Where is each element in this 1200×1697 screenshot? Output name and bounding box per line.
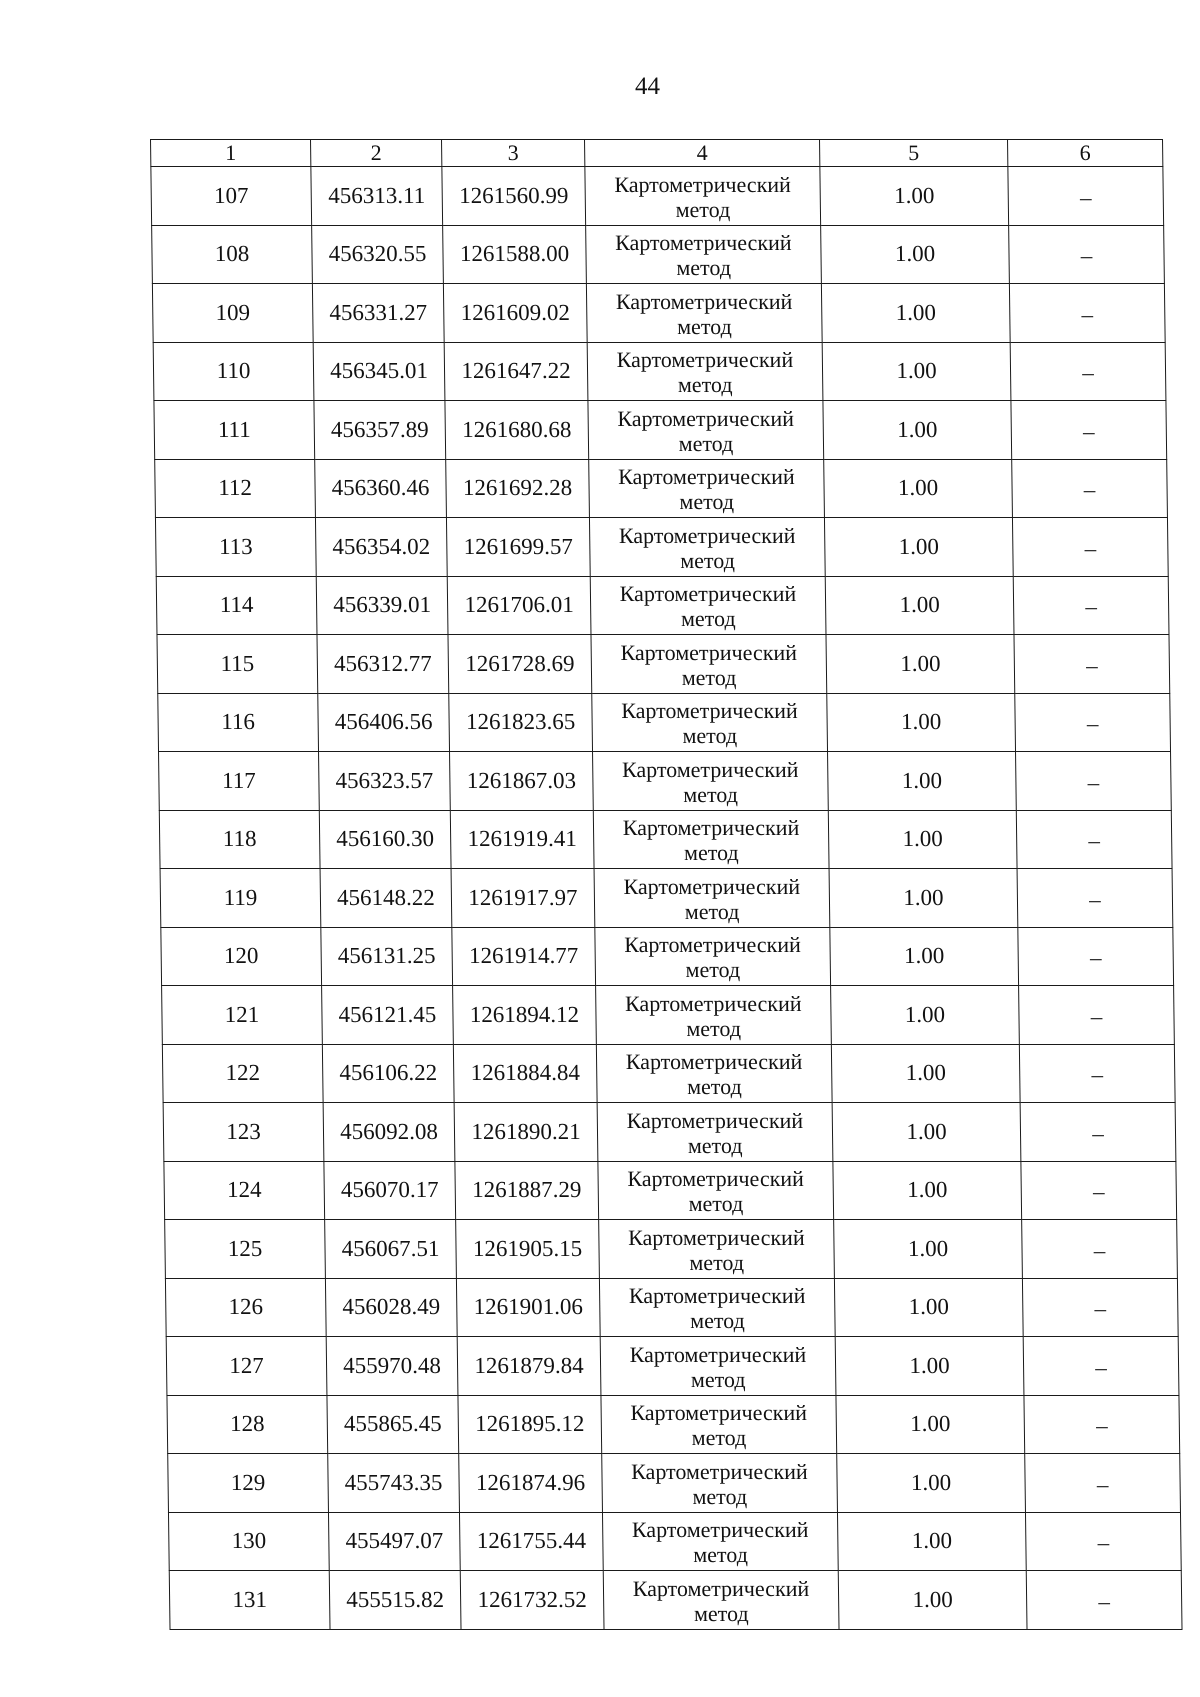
cell-y-coordinate: 1261901.06 [456,1278,600,1337]
method-line-1: Картометрический [617,405,795,431]
cell-point-number: 115 [157,635,318,694]
cell-accuracy: 1.00 [831,1044,1020,1103]
method-line-2: метод [686,1074,742,1100]
method-line-2: метод [687,1132,743,1158]
method-line-2: метод [675,196,731,222]
cell-x-coordinate: 455497.07 [328,1512,460,1571]
cell-point-number: 124 [164,1161,325,1220]
cell-point-number: 126 [165,1278,326,1337]
cell-note [1017,869,1173,928]
cell-y-coordinate: 1261728.69 [448,635,592,694]
cell-note [1019,986,1175,1045]
method-line-1: Картометрический [630,1400,808,1426]
cell-method [599,1220,835,1279]
cell-y-coordinate: 1261609.02 [443,284,587,343]
cell-y-coordinate: 1261647.22 [444,342,588,401]
cell-x-coordinate: 456331.27 [312,284,444,343]
cell-point-number: 119 [160,869,321,928]
note-dash: – [1086,711,1099,737]
method-line-1: Картометрический [616,347,794,373]
method-line-1: Картометрический [620,639,798,665]
method-line-1: Картометрический [618,522,796,548]
cell-method [589,459,825,518]
note-dash: – [1082,360,1094,386]
cell-y-coordinate: 1261894.12 [453,986,597,1045]
table-row [164,1161,1177,1220]
header-col-3: 3 [442,140,585,167]
table-body [151,167,1182,1630]
note-dash: – [1092,1120,1104,1146]
method-line-1: Картометрический [631,1517,809,1543]
cell-y-coordinate: 1261755.44 [459,1512,603,1571]
method-line-2: метод [688,1191,744,1217]
table-row [156,576,1169,635]
cell-accuracy: 1.00 [824,459,1013,518]
cell-accuracy: 1.00 [829,869,1018,928]
table-row [165,1220,1178,1279]
note-dash: – [1082,418,1095,444]
cell-y-coordinate: 1261905.15 [456,1220,600,1279]
table-row [155,518,1168,577]
cell-accuracy: 1.00 [838,1571,1027,1630]
method-line-2: метод [686,1015,742,1041]
cell-method [595,927,831,986]
cell-method [593,810,829,869]
header-col-5: 5 [820,140,1008,167]
table-row [163,1103,1176,1162]
cell-x-coordinate: 456312.77 [317,635,449,694]
cell-method [591,635,827,694]
cell-method [589,518,825,577]
cell-x-coordinate: 455515.82 [329,1571,461,1630]
table-row [160,869,1173,928]
note-dash: – [1095,1413,1108,1439]
cell-point-number: 114 [156,576,317,635]
cell-x-coordinate: 456360.46 [315,459,447,518]
cell-method [602,1512,838,1571]
cell-method [596,986,832,1045]
cell-point-number: 122 [162,1044,323,1103]
method-line-2: метод [691,1425,747,1451]
table-header [151,140,1163,167]
table-row [161,927,1174,986]
method-line-1: Картометрический [624,990,802,1016]
cell-note [1012,459,1168,518]
method-line-2: метод [679,489,735,515]
cell-y-coordinate: 1261895.12 [458,1395,602,1454]
method-line-1: Картометрический [618,464,795,490]
method-line-1: Картометрический [625,1049,803,1075]
table-row [152,225,1165,284]
cell-accuracy: 1.00 [834,1278,1023,1337]
cell-method [598,1161,834,1220]
method-line-1: Картометрический [631,1458,808,1484]
page-number: 44 [635,73,660,100]
note-dash: – [1083,477,1096,503]
cell-method [600,1337,836,1396]
note-dash: – [1087,769,1100,795]
cell-method [602,1454,838,1513]
note-dash: – [1088,828,1101,854]
cell-x-coordinate: 456323.57 [319,752,451,811]
cell-point-number: 111 [154,401,315,460]
cell-note [1026,1571,1182,1630]
table-row [169,1571,1182,1630]
method-line-2: метод [693,1542,748,1568]
table-row [166,1337,1179,1396]
cell-x-coordinate: 455743.35 [328,1454,460,1513]
note-dash: – [1093,1237,1106,1263]
method-line-2: метод [685,957,741,983]
method-line-2: метод [690,1308,745,1334]
method-line-1: Картометрический [615,288,793,314]
table-row [167,1395,1180,1454]
cell-note [1009,225,1165,284]
cell-note [1013,576,1169,635]
cell-note [1024,1395,1180,1454]
method-line-2: метод [678,430,734,456]
cell-point-number: 131 [169,1571,330,1630]
cell-x-coordinate: 456092.08 [323,1103,455,1162]
cell-method [592,693,828,752]
method-line-2: метод [684,898,740,924]
header-col-6: 6 [1008,140,1163,167]
cell-method [590,576,826,635]
cell-point-number: 109 [152,284,313,343]
cell-note [1025,1454,1181,1513]
cell-x-coordinate: 456313.11 [311,167,443,226]
cell-note [1019,1044,1175,1103]
cell-note [1012,518,1168,577]
cell-y-coordinate: 1261823.65 [449,693,593,752]
method-line-1: Картометрический [627,1224,805,1250]
cell-note [1022,1278,1178,1337]
table-row [153,342,1166,401]
coordinates-table [150,139,1183,1630]
cell-note [1023,1337,1179,1396]
cell-x-coordinate: 456028.49 [325,1278,457,1337]
note-dash: – [1090,1003,1103,1029]
cell-y-coordinate: 1261732.52 [460,1571,604,1630]
method-line-1: Картометрический [628,1283,806,1309]
header-col-1: 1 [151,140,311,167]
cell-y-coordinate: 1261919.41 [450,810,594,869]
cell-x-coordinate: 456357.89 [314,401,446,460]
cell-accuracy: 1.00 [824,518,1013,577]
cell-accuracy: 1.00 [835,1337,1024,1396]
cell-note [1015,693,1171,752]
cell-accuracy: 1.00 [826,635,1015,694]
cell-x-coordinate: 456160.30 [319,810,451,869]
cell-note [1011,401,1167,460]
table-row [162,1044,1175,1103]
cell-y-coordinate: 1261874.96 [459,1454,603,1513]
table-row [151,167,1164,226]
cell-y-coordinate: 1261887.29 [455,1161,599,1220]
cell-accuracy: 1.00 [837,1454,1026,1513]
note-dash: – [1095,1354,1107,1380]
cell-y-coordinate: 1261706.01 [447,576,591,635]
cell-note [1020,1103,1176,1162]
cell-method [596,1044,832,1103]
cell-accuracy: 1.00 [831,986,1020,1045]
cell-accuracy: 1.00 [820,167,1009,226]
cell-method [597,1103,833,1162]
note-dash: – [1098,1588,1111,1614]
table-row [165,1278,1178,1337]
cell-accuracy: 1.00 [828,752,1017,811]
method-line-1: Картометрический [614,230,792,256]
table-row [168,1454,1181,1513]
method-line-1: Картометрический [632,1575,810,1601]
cell-x-coordinate: 456320.55 [312,225,444,284]
cell-y-coordinate: 1261914.77 [452,927,596,986]
cell-point-number: 118 [159,810,320,869]
cell-x-coordinate: 456339.01 [316,576,448,635]
method-line-2: метод [680,606,736,632]
table-row [157,635,1170,694]
cell-note [1014,635,1170,694]
method-line-1: Картометрический [626,1107,804,1133]
cell-y-coordinate: 1261879.84 [457,1337,601,1396]
cell-y-coordinate: 1261699.57 [446,518,590,577]
cell-note [1022,1220,1178,1279]
cell-accuracy: 1.00 [827,693,1016,752]
cell-point-number: 108 [152,225,313,284]
method-line-1: Картометрический [614,171,791,197]
cell-accuracy: 1.00 [834,1220,1023,1279]
cell-accuracy: 1.00 [821,284,1010,343]
cell-method [593,752,829,811]
cell-accuracy: 1.00 [836,1395,1025,1454]
cell-point-number: 121 [162,986,323,1045]
cell-x-coordinate: 456121.45 [322,986,454,1045]
cell-x-coordinate: 455970.48 [326,1337,458,1396]
cell-method [603,1571,839,1630]
table-row [168,1512,1181,1571]
cell-method [594,869,830,928]
cell-x-coordinate: 455865.45 [327,1395,459,1454]
cell-accuracy: 1.00 [837,1512,1026,1571]
cell-method [586,284,822,343]
cell-point-number: 113 [155,518,316,577]
cell-point-number: 112 [155,459,316,518]
table-row [159,752,1172,811]
cell-point-number: 117 [159,752,320,811]
cell-x-coordinate: 456070.17 [324,1161,456,1220]
table-row [158,693,1171,752]
method-line-2: метод [690,1366,746,1392]
header-col-2: 2 [311,140,442,167]
cell-point-number: 125 [165,1220,326,1279]
note-dash: – [1089,945,1102,971]
cell-y-coordinate: 1261560.99 [442,167,586,226]
cell-note [1016,752,1172,811]
method-line-2: метод [683,781,739,807]
note-dash: – [1085,652,1098,678]
method-line-1: Картометрический [622,815,800,841]
note-dash: – [1096,1471,1109,1497]
note-dash: – [1085,594,1098,620]
method-line-2: метод [680,547,735,573]
cell-note [1008,167,1164,226]
cell-point-number: 129 [168,1454,329,1513]
cell-y-coordinate: 1261884.84 [453,1044,597,1103]
cell-point-number: 123 [163,1103,324,1162]
table-row [159,810,1172,869]
method-line-2: метод [689,1249,745,1275]
table-row [152,284,1165,343]
note-dash: – [1081,301,1094,327]
method-line-2: метод [676,313,732,339]
method-line-1: Картометрический [621,756,799,782]
cell-x-coordinate: 456406.56 [318,693,450,752]
cell-accuracy: 1.00 [825,576,1014,635]
method-line-2: метод [683,840,739,866]
cell-y-coordinate: 1261917.97 [451,869,595,928]
cell-note [1021,1161,1177,1220]
cell-method [599,1278,835,1337]
header-col-4: 4 [585,140,820,167]
cell-y-coordinate: 1261692.28 [446,459,590,518]
note-dash: – [1091,1062,1104,1088]
method-line-2: метод [693,1600,749,1626]
cell-accuracy: 1.00 [828,810,1017,869]
cell-accuracy: 1.00 [833,1161,1022,1220]
cell-point-number: 107 [151,167,312,226]
table-row [162,986,1175,1045]
method-line-1: Картометрический [627,1166,805,1192]
note-dash: – [1089,886,1101,912]
cell-accuracy: 1.00 [832,1103,1021,1162]
cell-x-coordinate: 456106.22 [322,1044,454,1103]
header-row [151,140,1163,167]
note-dash: – [1084,535,1097,561]
cell-x-coordinate: 456131.25 [321,927,453,986]
cell-accuracy: 1.00 [821,225,1010,284]
cell-x-coordinate: 456345.01 [313,342,445,401]
cell-note [1010,342,1166,401]
cell-y-coordinate: 1261890.21 [454,1103,598,1162]
table-row [155,459,1168,518]
cell-accuracy: 1.00 [830,927,1019,986]
table-row [154,401,1167,460]
cell-x-coordinate: 456354.02 [315,518,447,577]
cell-point-number: 110 [153,342,314,401]
cell-note [1025,1512,1181,1571]
cell-point-number: 127 [166,1337,327,1396]
cell-method [586,225,822,284]
cell-point-number: 130 [168,1512,329,1571]
note-dash: – [1080,243,1093,269]
cell-note [1009,284,1165,343]
cell-point-number: 120 [161,927,322,986]
note-dash: – [1094,1296,1107,1322]
note-dash: – [1097,1530,1110,1556]
cell-x-coordinate: 456067.51 [325,1220,457,1279]
note-dash: – [1092,1179,1105,1205]
method-line-2: метод [681,664,737,690]
cell-method [585,167,821,226]
method-line-1: Картометрический [623,873,801,899]
cell-accuracy: 1.00 [823,401,1012,460]
cell-method [587,342,823,401]
cell-x-coordinate: 456148.22 [320,869,452,928]
method-line-2: метод [676,255,732,281]
cell-method [601,1395,837,1454]
cell-y-coordinate: 1261680.68 [445,401,589,460]
method-line-2: метод [682,723,738,749]
method-line-2: метод [677,372,733,398]
cell-accuracy: 1.00 [822,342,1011,401]
cell-y-coordinate: 1261867.03 [450,752,594,811]
method-line-2: метод [692,1483,748,1509]
cell-method [588,401,824,460]
method-line-1: Картометрический [629,1341,807,1367]
cell-note [1018,927,1174,986]
method-line-1: Картометрический [621,698,798,724]
cell-note [1016,810,1172,869]
method-line-1: Картометрический [624,932,801,958]
note-dash: – [1079,184,1092,210]
method-line-1: Картометрический [619,581,797,607]
cell-y-coordinate: 1261588.00 [443,225,587,284]
cell-point-number: 116 [158,693,319,752]
cell-point-number: 128 [167,1395,328,1454]
